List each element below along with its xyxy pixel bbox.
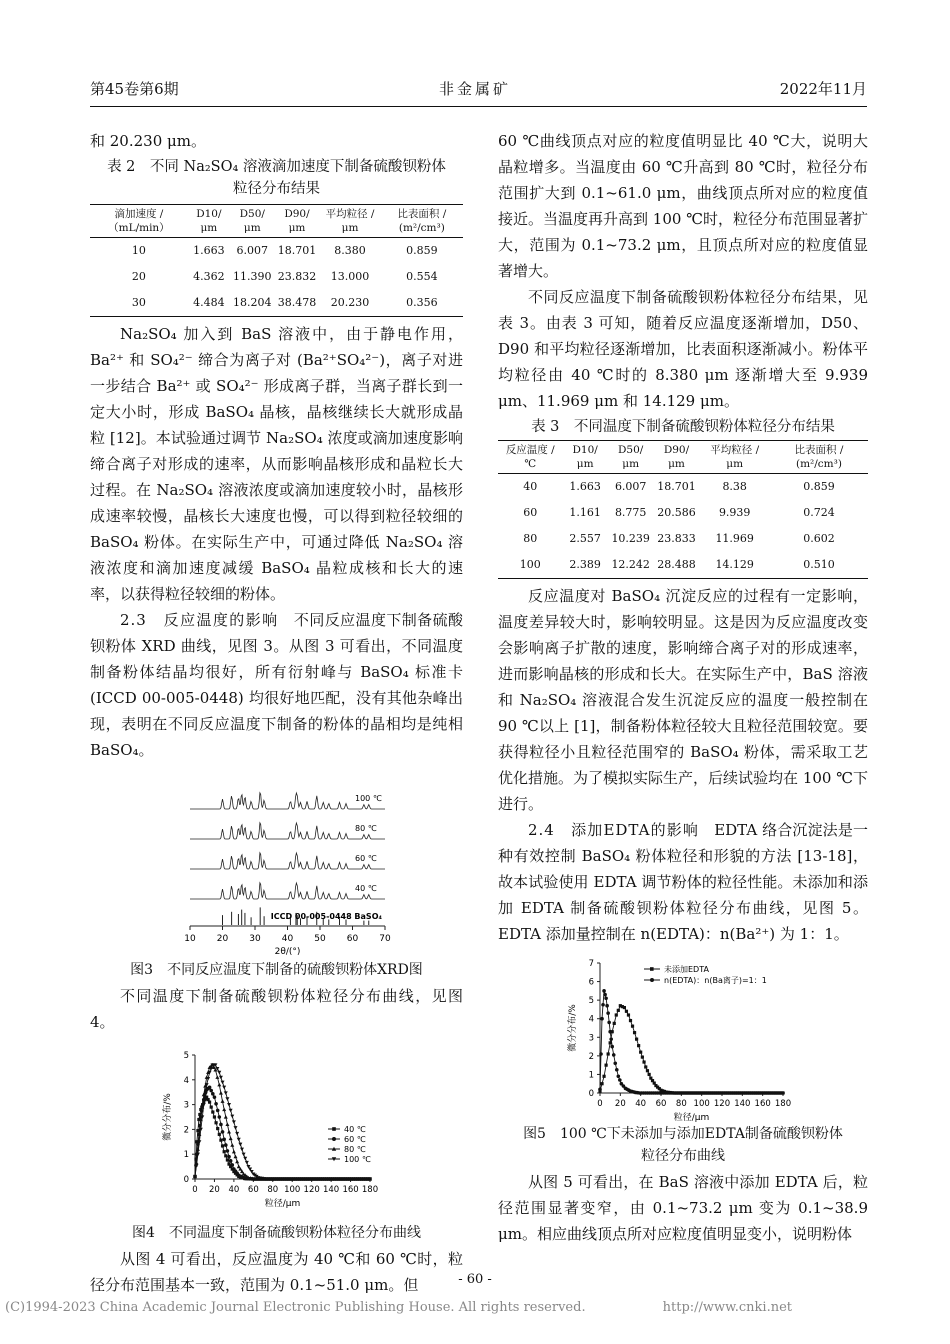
journal-volume: 第45卷第6期 [90, 80, 179, 98]
table2-header-2: D50/μm [239, 208, 265, 234]
data-point [781, 1091, 785, 1095]
left-paragraph-0: 和 20.230 μm。 [90, 132, 206, 150]
xrd-label: 40 ℃ [355, 884, 377, 893]
data-point [227, 1103, 231, 1107]
y-tick-label: 4 [183, 1075, 189, 1086]
data-point [208, 1101, 211, 1104]
table2-header-4: 平均粒径 / μm [325, 208, 375, 234]
data-point [219, 1076, 223, 1080]
legend-label: 40 ℃ [344, 1125, 366, 1134]
data-point [646, 1069, 649, 1072]
y-tick-label: 4 [588, 1014, 594, 1025]
table2-cell: 38.478 [277, 296, 317, 309]
table3-header-2: D50/μm [618, 444, 644, 470]
left-paragraph-1: Na₂SO₄ 加入到 BaS 溶液中，由于静电作用，Ba²⁺ 和 SO₄²⁻ 缔合为离子对 (Ba²⁺SO₄²⁻)，离子对进一步结合 Ba²⁺ 或 SO₄²⁻ 形成离子群，当离子群长到一定大小时，形成 BaSO₄ 晶核，晶核继续长大就形成晶粒 [12]。本试验通过调节 Na₂SO₄ 浓度或滴加速度影响缔合离子对形成的速率，从而影响晶核形成和晶粒长大过程。在 Na₂SO₄ 溶液浓度或滴加速度较小时，晶核形成速率较慢，晶核长大速度也慢，可以得到粒径较细的 BaSO₄ 粉体。在实际生产中，可通过降低 Na₂SO₄ 溶液浓度和滴加速度减缓 BaSO₄ 晶粒成核和长大的速率，以获得粒径较细的粉体。 [90, 325, 463, 603]
data-point [600, 1082, 603, 1085]
x-tick-label: 180 [361, 1185, 379, 1195]
data-point [238, 1143, 242, 1147]
data-point [208, 1085, 212, 1089]
x-axis-label: 粒径/μm [673, 1113, 710, 1123]
table2-cell: 10 [131, 244, 146, 257]
data-point [213, 1115, 216, 1118]
data-point [602, 989, 606, 993]
table3-cell: 60 [523, 506, 538, 519]
data-point [219, 1139, 222, 1142]
table3-cell: 80 [523, 532, 538, 545]
legend-marker [650, 978, 654, 982]
table3-cell: 0.724 [803, 506, 835, 519]
data-point [613, 1022, 616, 1025]
data-point [216, 1127, 219, 1130]
xrd-label: 80 ℃ [355, 824, 377, 833]
journal-title: 非金属矿 [438, 80, 511, 98]
data-point [243, 1157, 247, 1161]
y-tick-label: 2 [183, 1125, 189, 1136]
x-tick-label: 20 [209, 1185, 220, 1195]
left-paragraph-3: 从图 4 可看出，反应温度为 40 ℃和 60 ℃时，粒径分布范围基本一致，范围为 0.1~51.0 μm。但 [90, 1250, 463, 1294]
data-point [615, 1068, 619, 1072]
data-point [224, 1115, 228, 1119]
data-point [607, 1021, 611, 1025]
section-2-4-title: 2.4 添加EDTA的影响 [528, 821, 700, 839]
table3-header-5: 比表面积 / (m²/cm³) [794, 444, 844, 470]
data-point [230, 1163, 234, 1167]
data-point [629, 1019, 632, 1022]
xrd-label: 100 ℃ [355, 794, 382, 803]
cnki-link[interactable]: http://www.cnki.net [662, 1300, 792, 1315]
x-tick-label: 10 [184, 934, 196, 944]
x-tick-label: 160 [342, 1185, 359, 1195]
x-tick-label: 60 [346, 934, 359, 944]
data-point [610, 1045, 614, 1049]
table2-header-1: D10/μm [196, 208, 222, 234]
figure4-chart [90, 1037, 463, 1222]
data-point [219, 1091, 223, 1095]
data-point [221, 1144, 224, 1147]
data-point [644, 1065, 647, 1068]
issue-date: 2022年11月 [779, 80, 867, 98]
data-point [631, 1025, 634, 1028]
data-point [600, 1017, 604, 1021]
table2-cell: 0.356 [406, 296, 438, 309]
data-point [224, 1091, 228, 1095]
figure3-caption: 图3 不同反应温度下制备的硫酸钡粉体XRD图 [130, 962, 423, 978]
data-point [648, 1073, 651, 1076]
data-point [225, 1122, 229, 1126]
right-paragraph-0: 60 ℃曲线顶点对应的粒度值明显比 40 ℃大，说明大晶粒增多。当温度由 60 ℃升高到 80 ℃时，粒径分布范围扩大到 0.1~61.0 μm，曲线顶点所对应的粒度值接近。当温度再升高到 100 ℃时，粒径分布范围显著扩大，范围为 0.1~73.2 μm，且顶点所对应的粒度值显著增大。 [498, 132, 868, 280]
data-point [641, 1055, 644, 1058]
data-point [609, 1037, 613, 1041]
section-2-3-text: 不同反应温度下制备硫酸钡粉体 XRD 曲线，见图 3。从图 3 可看出，不同温度制备粉体结晶均很好，所有衍射峰与 BaSO₄ 标准卡 (ICCD 00-005-0448) 均很好地匹配，没有其他杂峰出现，表明在不同反应温度下制备的粉体的晶相均是纯相 BaSO₄。 [90, 611, 463, 759]
legend-label: 100 ℃ [344, 1155, 371, 1164]
table2-cell: 4.484 [193, 296, 225, 309]
data-point [222, 1138, 226, 1142]
series-line-0 [600, 1006, 783, 1093]
data-point [213, 1095, 217, 1099]
table2-cell: 13.000 [330, 270, 370, 283]
y-tick-label: 5 [183, 1051, 189, 1061]
y-tick-label: 5 [588, 996, 594, 1007]
y-axis-label: 微分分布/% [568, 1004, 578, 1052]
table3 [498, 440, 868, 579]
section-2-3-title: 2.3 反应温度的影响 [120, 611, 279, 629]
data-point [635, 1038, 638, 1041]
data-point [612, 1053, 616, 1057]
data-point [617, 1009, 620, 1012]
x-tick-label: 50 [314, 934, 326, 944]
table3-cell: 23.833 [657, 532, 696, 545]
x-axis-label: 粒径/μm [264, 1199, 301, 1209]
table2-header-0: 滴加速度 / （mL/min） [108, 208, 170, 234]
y-tick-label: 3 [183, 1100, 189, 1111]
data-point [605, 1004, 609, 1008]
data-point [235, 1132, 239, 1136]
data-point [226, 1149, 230, 1153]
data-point [627, 1013, 630, 1016]
data-point [601, 1003, 605, 1007]
table2-row [90, 264, 463, 290]
table3-cell: 0.510 [803, 558, 835, 571]
table3-cell: 12.242 [611, 558, 650, 571]
data-point [227, 1155, 231, 1159]
data-point [225, 1097, 229, 1101]
x-axis-label: 2θ/(°) [274, 947, 301, 957]
legend-marker [332, 1137, 336, 1141]
data-point [642, 1060, 645, 1063]
y-tick-label: 6 [588, 977, 594, 988]
data-point [232, 1120, 236, 1124]
data-point [232, 1150, 236, 1154]
table2-cell: 30 [131, 296, 146, 309]
y-axis-label: 微分分布/% [163, 1093, 173, 1141]
data-point [221, 1081, 225, 1085]
x-tick-label: 180 [774, 1099, 792, 1109]
table2 [90, 204, 463, 317]
table3-cell: 1.663 [569, 480, 601, 493]
data-point [242, 1153, 246, 1157]
table3-header-1: D10/μm [572, 444, 598, 470]
y-tick-label: 1 [183, 1150, 189, 1161]
x-tick-label: 60 [247, 1185, 259, 1195]
y-tick-label: 7 [588, 959, 594, 969]
table3-row [498, 552, 868, 579]
left-column [90, 128, 463, 1298]
data-point [229, 1159, 233, 1163]
x-tick-label: 40 [228, 1185, 240, 1195]
y-tick-label: 1 [588, 1070, 594, 1081]
copyright-notice: (C)1994-2023 China Academic Journal Electronic Publishing House. All rights reserved. [5, 1300, 586, 1315]
header-rule [90, 106, 867, 107]
x-tick-label: 40 [635, 1099, 647, 1109]
figure3-xrd [90, 769, 463, 959]
x-tick-label: 0 [597, 1099, 603, 1109]
data-point [237, 1138, 241, 1142]
table2-title-line1: 表 2 不同 Na₂SO₄ 溶液滴加速度下制备硫酸钡粉体 [107, 159, 446, 175]
left-paragraph-2: 不同温度下制备硫酸钡粉体粒径分布曲线，见图 4。 [90, 987, 463, 1031]
data-point [211, 1110, 214, 1113]
table3-title: 表 3 不同温度下制备硫酸钡粉体粒径分布结果 [531, 419, 835, 435]
data-point [230, 1143, 234, 1147]
table2-row [90, 290, 463, 317]
section-2-3 [90, 607, 463, 763]
x-tick-label: 0 [192, 1185, 198, 1195]
table2-title [90, 156, 463, 200]
table3-cell: 14.129 [715, 558, 754, 571]
right-paragraph-3: 从图 5 可看出，在 BaS 溶液中添加 EDTA 后，粒径范围显著变窄，由 0.1~73.2 μm 变为 0.1~38.9 μm。相应曲线顶点所对应粒度值明显变小，说明粉体 [498, 1173, 868, 1243]
y-tick-label: 3 [588, 1033, 594, 1044]
table2-cell: 0.859 [406, 244, 438, 257]
x-tick-label: 20 [216, 934, 229, 944]
table3-cell: 2.389 [569, 558, 601, 571]
data-point [214, 1121, 217, 1124]
data-point [608, 1030, 612, 1034]
data-point [605, 1064, 608, 1067]
section-2-4 [498, 817, 868, 947]
data-point [219, 1123, 223, 1127]
x-tick-label: 100 [284, 1185, 301, 1195]
right-paragraph-2: 反应温度对 BaSO₄ 沉淀反应的过程有一定影响，温度差异较大时，影响较明显。这是因为反应温度改变会影响离子扩散的速度，影响缔合离子对的形成速率，进而影响晶核的形成和长大。在实际生产中，BaS 溶液和 Na₂SO₄ 溶液混合发生沉淀反应的温度一般控制在 90 ℃以上 [1]，制备粉体粒径较大且粒径范围较宽。要获得粒径小且粒径范围窄的 BaSO₄ 粉体，需采取工艺优化措施。为了模拟实际生产，后续试验均在 100 ℃下进行。 [498, 587, 868, 813]
table2-header-5: 比表面积 / (m²/cm³) [397, 208, 447, 234]
data-point [234, 1155, 238, 1159]
data-point [221, 1130, 225, 1134]
table3-cell: 28.488 [657, 558, 696, 571]
legend-label: n(EDTA)：n(Ba离子)=1：1 [664, 976, 767, 985]
data-point [617, 1074, 621, 1078]
data-point [245, 1161, 249, 1165]
table2-cell: 11.390 [233, 270, 272, 283]
y-tick-label: 2 [588, 1051, 594, 1062]
data-point [602, 1075, 605, 1078]
table3-cell: 6.007 [614, 480, 647, 493]
table3-row [498, 474, 868, 501]
x-tick-label: 80 [267, 1185, 279, 1195]
data-point [218, 1115, 222, 1119]
data-point [217, 1071, 221, 1075]
table2-cell: 20 [131, 270, 146, 283]
data-point [216, 1109, 220, 1113]
data-point [639, 1051, 642, 1054]
data-point [222, 1108, 226, 1112]
table3-cell: 2.557 [569, 532, 601, 545]
xrd-label: 60 ℃ [355, 854, 377, 863]
figure5-caption-line1: 图5 100 ℃下未添加与添加EDTA制备硫酸钡粉体 [523, 1126, 843, 1142]
x-tick-label: 30 [249, 934, 261, 944]
x-tick-label: 70 [379, 934, 391, 944]
data-point [615, 1013, 618, 1016]
legend-label: 60 ℃ [344, 1135, 366, 1144]
table3-cell: 9.939 [718, 506, 751, 519]
table3-cell: 8.38 [722, 480, 747, 493]
figure5-caption [498, 1123, 868, 1167]
table2-cell: 0.554 [406, 270, 438, 283]
data-point [604, 996, 608, 1000]
table3-cell: 20.586 [657, 506, 696, 519]
page-number: - 60 - [458, 1272, 492, 1287]
figure5-caption-line2: 粒径分布曲线 [641, 1148, 725, 1164]
section-2-4-text: EDTA 络合沉淀法是一种有效控制 BaSO₄ 粉体粒径和形貌的方法 [13-18]，故本试验使用 EDTA 调节粉体的粒径性能。未添加和添加 EDTA 制备硫酸钡粉体粒径分布曲线，见图 5。EDTA 添加量控制在 n(EDTA)：n(Ba²⁺) 为 1：1。 [498, 821, 868, 943]
y-tick-label: 0 [588, 1089, 594, 1099]
data-point [224, 1154, 227, 1157]
data-point [230, 1115, 234, 1119]
table2-cell: 18.701 [277, 244, 317, 257]
legend-marker [650, 967, 654, 971]
table3-cell: 0.859 [803, 480, 835, 493]
data-point [235, 1160, 239, 1164]
table3-header-0: 反应温度 / ℃ [505, 444, 555, 470]
table3-row [498, 526, 868, 552]
x-tick-label: 140 [322, 1185, 340, 1195]
legend-label: 未添加EDTA [664, 965, 709, 974]
table3-cell: 40 [523, 480, 538, 493]
data-point [218, 1133, 221, 1136]
data-point [223, 1150, 226, 1153]
x-tick-label: 40 [281, 934, 294, 944]
table2-cell: 1.663 [193, 244, 225, 257]
x-tick-label: 120 [713, 1099, 731, 1109]
y-tick-label: 0 [183, 1175, 189, 1185]
data-point [227, 1130, 231, 1134]
legend-marker [332, 1127, 336, 1131]
data-point [215, 1075, 219, 1079]
table2-cell: 18.204 [233, 296, 272, 309]
table2-cell: 4.362 [193, 270, 225, 283]
data-point [598, 1087, 602, 1091]
data-point [606, 1011, 610, 1015]
data-point [229, 1109, 233, 1113]
data-point [625, 1010, 628, 1013]
data-point [599, 1052, 603, 1056]
table3-header-3: D90/μm [663, 444, 690, 470]
table3-cell: 10.239 [611, 532, 650, 545]
table3-cell: 8.775 [614, 506, 647, 519]
table3-cell: 0.602 [803, 532, 835, 545]
table3-cell: 18.701 [657, 480, 696, 493]
x-tick-label: 100 [693, 1099, 710, 1109]
data-point [222, 1086, 226, 1090]
data-point [603, 993, 607, 997]
data-point [221, 1099, 225, 1103]
series-line-1 [600, 991, 783, 1093]
data-point [607, 1052, 610, 1055]
data-point [209, 1089, 213, 1093]
x-tick-label: 20 [614, 1099, 626, 1109]
table3-header-4: 平均粒径 / μm [710, 444, 760, 470]
x-tick-label: 140 [734, 1099, 751, 1109]
right-column [498, 128, 868, 1247]
table2-cell: 20.230 [330, 296, 370, 309]
data-point [217, 1083, 221, 1087]
table3-row [498, 500, 868, 526]
data-point [637, 1044, 640, 1047]
data-point [613, 1061, 617, 1065]
table2-cell: 23.832 [277, 270, 317, 283]
table3-cell: 1.161 [569, 506, 601, 519]
table2-cell: 6.007 [236, 244, 269, 257]
table2-header-3: D90/μm [284, 208, 310, 234]
x-tick-label: 160 [754, 1099, 771, 1109]
right-paragraph-1: 不同反应温度下制备硫酸钡粉体粒径分布结果，见表 3。由表 3 可知，随着反应温度逐渐增加，D50、D90 和平均粒径逐渐增加，比表面积逐渐减小。粉体平均粒径由 40 ℃时的 8.380 μm 逐渐增大至 9.939 μm、11.969 μm 和 14.129 μm。 [498, 288, 868, 410]
data-point [214, 1102, 218, 1106]
table3-cell: 100 [519, 558, 541, 571]
x-tick-label: 80 [675, 1099, 687, 1109]
table2-title-line2: 粒径分布结果 [233, 181, 320, 197]
x-tick-label: 60 [655, 1099, 667, 1109]
table3-cell: 11.969 [715, 532, 754, 545]
figure4-caption: 图4 不同温度下制备硫酸钡粉体粒径分布曲线 [132, 1225, 421, 1241]
data-point [618, 1078, 622, 1082]
data-point [234, 1126, 238, 1130]
data-point [224, 1143, 228, 1147]
data-point [210, 1105, 213, 1108]
table2-cell: 8.380 [334, 244, 366, 257]
data-point [229, 1136, 233, 1140]
data-point [623, 1006, 626, 1009]
data-point [240, 1148, 244, 1152]
legend-label: 80 ℃ [344, 1145, 366, 1154]
data-point [211, 1092, 215, 1096]
table2-row [90, 238, 463, 265]
figure5-chart [498, 951, 868, 1123]
reference-card-label: ICCD 00-005-0448 BaSO₄ [270, 912, 382, 921]
data-point [633, 1031, 636, 1034]
x-tick-label: 120 [303, 1185, 320, 1195]
data-point [226, 1158, 229, 1161]
